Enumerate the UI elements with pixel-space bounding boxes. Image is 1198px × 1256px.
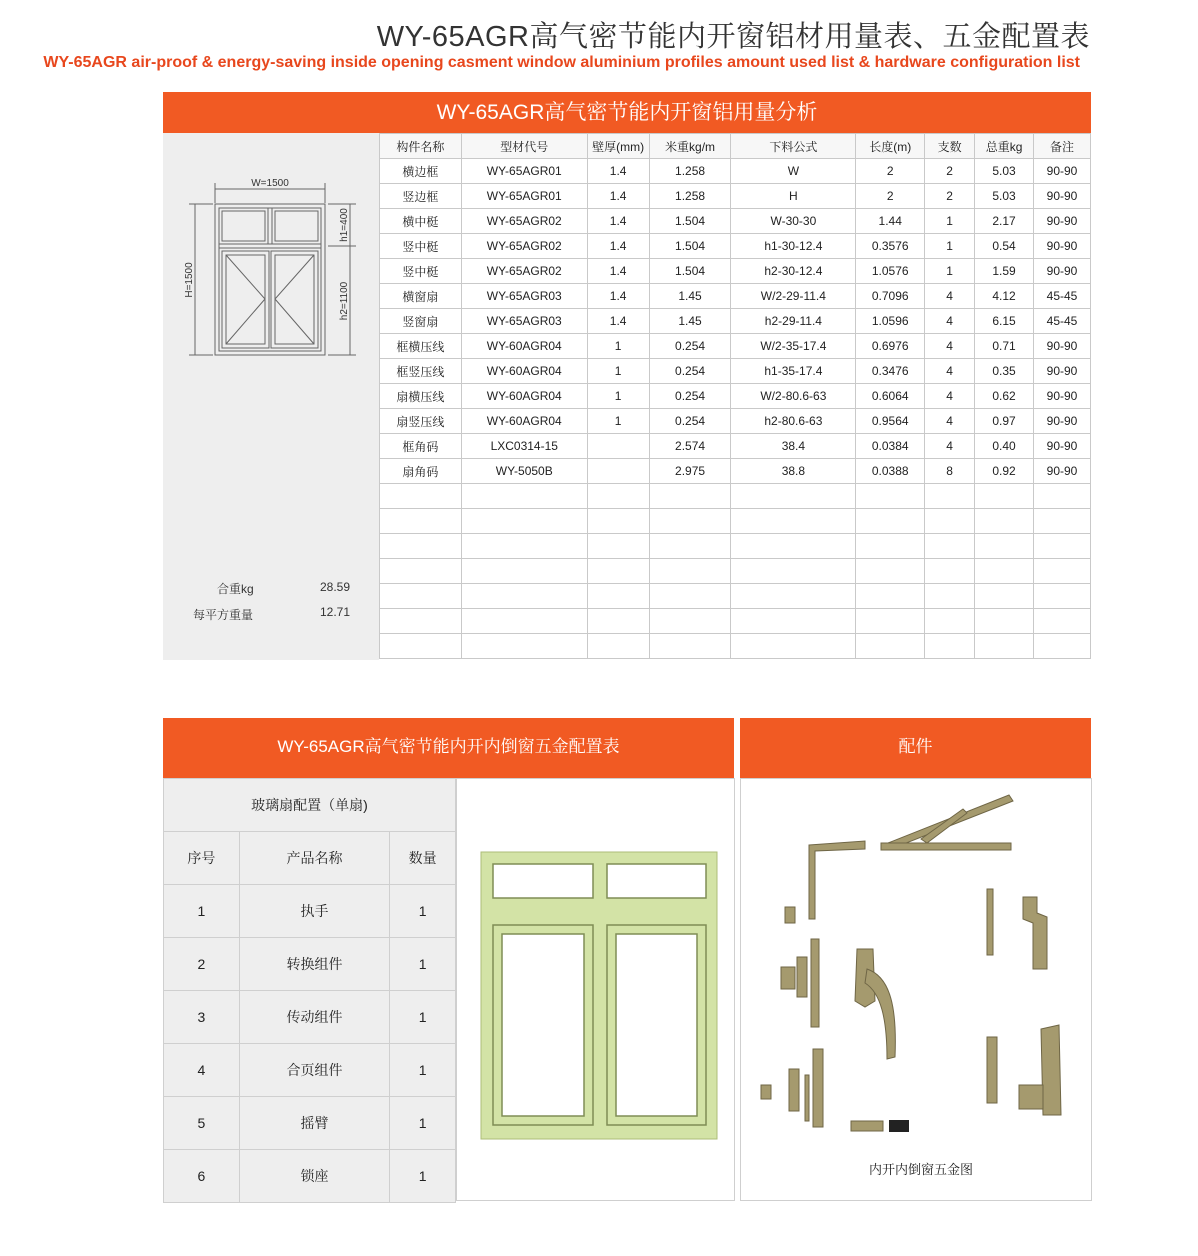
table-cell: 转换组件 <box>239 938 389 991</box>
table-cell: 45-45 <box>1034 284 1091 309</box>
table-cell: 1.45 <box>649 309 731 334</box>
table-cell: 竖中梃 <box>380 259 462 284</box>
table-cell: WY-65AGR01 <box>461 159 587 184</box>
table-cell: 0.6064 <box>856 384 925 409</box>
table-cell: 5.03 <box>975 184 1034 209</box>
table-cell: 6.15 <box>975 309 1034 334</box>
page-subtitle: WY-65AGR air-proof & energy-saving inside opening casment window aluminium profiles amount used list & hardware configuration list <box>43 54 1080 71</box>
table-cell: 1.4 <box>587 284 649 309</box>
table-cell <box>731 534 856 559</box>
table-cell: 1 <box>390 1044 456 1097</box>
table-cell: W/2-29-11.4 <box>731 284 856 309</box>
table-cell <box>975 484 1034 509</box>
table-cell: 2.975 <box>649 459 731 484</box>
table-cell: 0.0388 <box>856 459 925 484</box>
table-cell: 1 <box>925 259 975 284</box>
table-cell: 4.12 <box>975 284 1034 309</box>
table-cell: 4 <box>925 309 975 334</box>
table-cell <box>649 559 731 584</box>
table-cell <box>1034 534 1091 559</box>
table-cell <box>975 609 1034 634</box>
table-cell <box>380 534 462 559</box>
table-row <box>164 885 456 938</box>
table-cell: 横中梃 <box>380 209 462 234</box>
table-cell <box>975 584 1034 609</box>
table-cell: WY-65AGR03 <box>461 284 587 309</box>
table-cell: 1 <box>925 209 975 234</box>
table-cell <box>925 634 975 659</box>
table-row <box>164 1097 456 1150</box>
table-cell <box>1034 584 1091 609</box>
table-cell <box>856 559 925 584</box>
table-cell <box>649 584 731 609</box>
table-cell: 0.0384 <box>856 434 925 459</box>
table-cell: 扇横压线 <box>380 384 462 409</box>
table-cell <box>925 484 975 509</box>
hardware-section-banner <box>163 718 734 778</box>
table-cell: 框角码 <box>380 434 462 459</box>
table-row <box>380 184 1091 209</box>
per-sqm-weight-label: 每平方重量 <box>193 608 254 622</box>
empty-table-row <box>380 509 1091 534</box>
table-cell: 1 <box>587 359 649 384</box>
window-elevation-drawing <box>163 133 379 373</box>
total-weight-value: 28.59 <box>320 580 351 594</box>
table-cell: W/2-35-17.4 <box>731 334 856 359</box>
column-header: 总重kg <box>975 134 1034 159</box>
table-cell: 1.0576 <box>856 259 925 284</box>
table-cell: 1 <box>587 409 649 434</box>
table-cell: 90-90 <box>1034 259 1091 284</box>
table-cell: 2 <box>856 159 925 184</box>
table-cell: 0.54 <box>975 234 1034 259</box>
table-cell: 2 <box>164 938 240 991</box>
table-cell: 5 <box>164 1097 240 1150</box>
table-cell: 1 <box>390 991 456 1044</box>
table-cell <box>461 534 587 559</box>
table-cell: 1.0596 <box>856 309 925 334</box>
table-cell: 38.4 <box>731 434 856 459</box>
per-sqm-weight-value: 12.71 <box>320 605 351 619</box>
table-cell: 2 <box>856 184 925 209</box>
table-cell <box>925 509 975 534</box>
profile-usage-table <box>379 133 1091 659</box>
table-cell: 传动组件 <box>239 991 389 1044</box>
table-row <box>164 938 456 991</box>
table-row <box>380 434 1091 459</box>
table-row <box>164 1150 456 1203</box>
table-cell <box>461 634 587 659</box>
table-cell <box>649 509 731 534</box>
table-cell: 1 <box>390 1150 456 1203</box>
column-header: 型材代号 <box>461 134 587 159</box>
table-cell: 0.254 <box>649 359 731 384</box>
table-cell <box>856 634 925 659</box>
table-cell: H <box>731 184 856 209</box>
table-cell: WY-60AGR04 <box>461 409 587 434</box>
table-row <box>164 1044 456 1097</box>
table-cell <box>587 584 649 609</box>
table-row <box>380 309 1091 334</box>
table-cell: 1.4 <box>587 309 649 334</box>
empty-table-row <box>380 634 1091 659</box>
table-cell <box>925 534 975 559</box>
table-cell: 1.504 <box>649 259 731 284</box>
table-cell: h2-80.6-63 <box>731 409 856 434</box>
table-cell <box>731 484 856 509</box>
table-row <box>380 359 1091 384</box>
table-cell: 0.71 <box>975 334 1034 359</box>
table-cell: 38.8 <box>731 459 856 484</box>
table-cell: 1 <box>587 334 649 359</box>
table-cell <box>731 634 856 659</box>
empty-table-row <box>380 559 1091 584</box>
profile-table-header <box>380 134 1091 159</box>
table-cell: 1.4 <box>587 159 649 184</box>
table-cell: h2-29-11.4 <box>731 309 856 334</box>
drawing-h1-label: h1=400 <box>339 208 350 242</box>
table-row <box>380 459 1091 484</box>
accessories-banner-title: 配件 <box>898 737 933 756</box>
table-cell <box>856 534 925 559</box>
table-cell: 90-90 <box>1034 384 1091 409</box>
table-row <box>380 409 1091 434</box>
table-cell: 4 <box>925 334 975 359</box>
hardware-table-body <box>164 885 456 1203</box>
table-cell: 1.258 <box>649 184 731 209</box>
table-cell: WY-65AGR02 <box>461 234 587 259</box>
table-cell <box>649 534 731 559</box>
table-cell: 6 <box>164 1150 240 1203</box>
table-cell: 90-90 <box>1034 409 1091 434</box>
table-cell: h1-35-17.4 <box>731 359 856 384</box>
table-cell: 1.4 <box>587 209 649 234</box>
table-cell: 2.17 <box>975 209 1034 234</box>
table-cell: 2 <box>925 159 975 184</box>
table-cell: 90-90 <box>1034 434 1091 459</box>
table-cell <box>461 509 587 534</box>
table-cell <box>731 609 856 634</box>
table-cell: WY-60AGR04 <box>461 334 587 359</box>
table-cell: WY-65AGR01 <box>461 184 587 209</box>
table-cell: 1.44 <box>856 209 925 234</box>
table-cell: 0.6976 <box>856 334 925 359</box>
table-row <box>380 284 1091 309</box>
table-cell: 4 <box>925 434 975 459</box>
table-cell <box>380 634 462 659</box>
column-header: 产品名称 <box>239 832 389 885</box>
table-cell: 90-90 <box>1034 234 1091 259</box>
table-cell: WY-65AGR02 <box>461 259 587 284</box>
table-cell: 竖中梃 <box>380 234 462 259</box>
drawing-height-label: H=1500 <box>184 262 195 298</box>
column-header: 构件名称 <box>380 134 462 159</box>
table-row <box>380 209 1091 234</box>
window-frame-image-panel <box>456 778 735 1201</box>
table-cell <box>1034 509 1091 534</box>
column-header: 序号 <box>164 832 240 885</box>
table-cell <box>856 609 925 634</box>
table-row <box>380 159 1091 184</box>
table-cell <box>925 559 975 584</box>
table-cell: 1.258 <box>649 159 731 184</box>
column-header: 下料公式 <box>731 134 856 159</box>
table-cell <box>856 509 925 534</box>
drawing-width-label: W=1500 <box>251 178 289 189</box>
table-cell: 扇角码 <box>380 459 462 484</box>
table-cell: 2.574 <box>649 434 731 459</box>
table-cell: 1.59 <box>975 259 1034 284</box>
table-cell: 8 <box>925 459 975 484</box>
table-cell: LXC0314-15 <box>461 434 587 459</box>
table-cell <box>380 584 462 609</box>
table-cell: WY-65AGR02 <box>461 209 587 234</box>
table-cell <box>649 634 731 659</box>
profile-section-banner <box>163 92 1091 133</box>
window-frame-image <box>457 779 734 1200</box>
table-cell: 4 <box>925 409 975 434</box>
table-cell: 0.254 <box>649 409 731 434</box>
column-header: 壁厚(mm) <box>587 134 649 159</box>
table-cell <box>587 559 649 584</box>
table-cell: 4 <box>925 384 975 409</box>
table-cell: WY-60AGR04 <box>461 359 587 384</box>
profile-banner-title: WY-65AGR高气密节能内开窗铝用量分析 <box>436 101 818 124</box>
table-cell: h1-30-12.4 <box>731 234 856 259</box>
table-row <box>380 334 1091 359</box>
hardware-config-table <box>163 778 456 1203</box>
table-cell <box>461 559 587 584</box>
table-cell: 90-90 <box>1034 459 1091 484</box>
table-cell: WY-65AGR03 <box>461 309 587 334</box>
table-cell: W <box>731 159 856 184</box>
table-cell: 4 <box>164 1044 240 1097</box>
table-cell <box>461 484 587 509</box>
table-cell: 0.97 <box>975 409 1034 434</box>
table-cell: 90-90 <box>1034 359 1091 384</box>
table-cell <box>925 609 975 634</box>
table-cell <box>856 584 925 609</box>
hardware-image-caption: 内开内倒窗五金图 <box>868 1162 974 1177</box>
table-cell: W/2-80.6-63 <box>731 384 856 409</box>
table-cell: 0.35 <box>975 359 1034 384</box>
table-cell <box>587 509 649 534</box>
empty-table-row <box>380 534 1091 559</box>
table-cell: WY-5050B <box>461 459 587 484</box>
table-cell: 执手 <box>239 885 389 938</box>
profile-table-body <box>380 159 1091 659</box>
table-cell: 45-45 <box>1034 309 1091 334</box>
table-cell <box>975 534 1034 559</box>
table-cell <box>380 484 462 509</box>
table-cell: 0.254 <box>649 384 731 409</box>
column-header: 支数 <box>925 134 975 159</box>
table-cell: 0.40 <box>975 434 1034 459</box>
hardware-table-caption: 玻璃扇配置（单扇) <box>164 779 456 832</box>
table-cell: 1.4 <box>587 234 649 259</box>
table-cell <box>380 559 462 584</box>
table-cell: 扇竖压线 <box>380 409 462 434</box>
table-cell <box>587 459 649 484</box>
table-cell: 1.45 <box>649 284 731 309</box>
column-header: 备注 <box>1034 134 1091 159</box>
table-cell: 1 <box>390 938 456 991</box>
table-cell: h2-30-12.4 <box>731 259 856 284</box>
empty-table-row <box>380 609 1091 634</box>
hardware-table-header <box>164 832 456 885</box>
table-cell <box>461 609 587 634</box>
hardware-banner-title: WY-65AGR高气密节能内开内倒窗五金配置表 <box>277 737 620 756</box>
table-row <box>380 259 1091 284</box>
table-cell: 4 <box>925 359 975 384</box>
table-cell <box>975 559 1034 584</box>
table-cell: 横窗扇 <box>380 284 462 309</box>
table-cell <box>587 634 649 659</box>
table-cell: 4 <box>925 284 975 309</box>
table-cell: 摇臂 <box>239 1097 389 1150</box>
table-cell: 3 <box>164 991 240 1044</box>
table-cell: 90-90 <box>1034 209 1091 234</box>
table-cell: 0.62 <box>975 384 1034 409</box>
table-cell <box>975 509 1034 534</box>
total-weight-label: 合重kg <box>217 582 254 596</box>
table-cell <box>380 609 462 634</box>
drawing-h2-label: h2=1100 <box>339 281 350 321</box>
table-cell: 0.9564 <box>856 409 925 434</box>
table-cell: 1.4 <box>587 184 649 209</box>
table-cell <box>731 584 856 609</box>
table-cell: 1.504 <box>649 234 731 259</box>
table-cell <box>856 484 925 509</box>
table-cell: 竖边框 <box>380 184 462 209</box>
column-header: 数量 <box>390 832 456 885</box>
table-row <box>380 384 1091 409</box>
table-cell: 90-90 <box>1034 159 1091 184</box>
column-header: 米重kg/m <box>649 134 731 159</box>
table-cell <box>975 634 1034 659</box>
table-cell: 框横压线 <box>380 334 462 359</box>
table-cell: 横边框 <box>380 159 462 184</box>
table-cell <box>587 534 649 559</box>
table-cell <box>1034 559 1091 584</box>
empty-table-row <box>380 584 1091 609</box>
table-row <box>164 991 456 1044</box>
table-cell <box>587 609 649 634</box>
table-cell <box>1034 634 1091 659</box>
table-cell: 0.3576 <box>856 234 925 259</box>
table-cell: 2 <box>925 184 975 209</box>
accessories-section-banner <box>740 718 1091 778</box>
table-cell: 90-90 <box>1034 184 1091 209</box>
table-row <box>380 234 1091 259</box>
table-cell: 框竖压线 <box>380 359 462 384</box>
table-cell: WY-60AGR04 <box>461 384 587 409</box>
table-cell: 5.03 <box>975 159 1034 184</box>
hardware-parts-panel <box>740 778 1092 1201</box>
table-cell: 1 <box>390 1097 456 1150</box>
table-cell <box>1034 484 1091 509</box>
table-cell <box>461 584 587 609</box>
table-cell <box>1034 609 1091 634</box>
table-cell: 0.3476 <box>856 359 925 384</box>
table-cell: 1 <box>925 234 975 259</box>
table-cell <box>649 484 731 509</box>
table-cell: 1 <box>587 384 649 409</box>
table-cell <box>380 509 462 534</box>
table-cell <box>731 509 856 534</box>
table-cell: 1.4 <box>587 259 649 284</box>
empty-table-row <box>380 484 1091 509</box>
table-cell: 1 <box>390 885 456 938</box>
page-title: WY-65AGR高气密节能内开窗铝材用量表、五金配置表 <box>376 21 1090 53</box>
table-cell: 竖窗扇 <box>380 309 462 334</box>
table-cell: 锁座 <box>239 1150 389 1203</box>
table-cell: 0.92 <box>975 459 1034 484</box>
table-cell: 1.504 <box>649 209 731 234</box>
table-cell <box>731 559 856 584</box>
table-cell <box>649 609 731 634</box>
table-cell <box>587 434 649 459</box>
table-cell: 1 <box>164 885 240 938</box>
table-cell: W-30-30 <box>731 209 856 234</box>
table-cell: 0.7096 <box>856 284 925 309</box>
column-header: 长度(m) <box>856 134 925 159</box>
table-cell: 0.254 <box>649 334 731 359</box>
table-cell: 合页组件 <box>239 1044 389 1097</box>
table-cell <box>587 484 649 509</box>
hardware-parts-image <box>741 779 1091 1200</box>
table-cell <box>925 584 975 609</box>
table-cell: 90-90 <box>1034 334 1091 359</box>
